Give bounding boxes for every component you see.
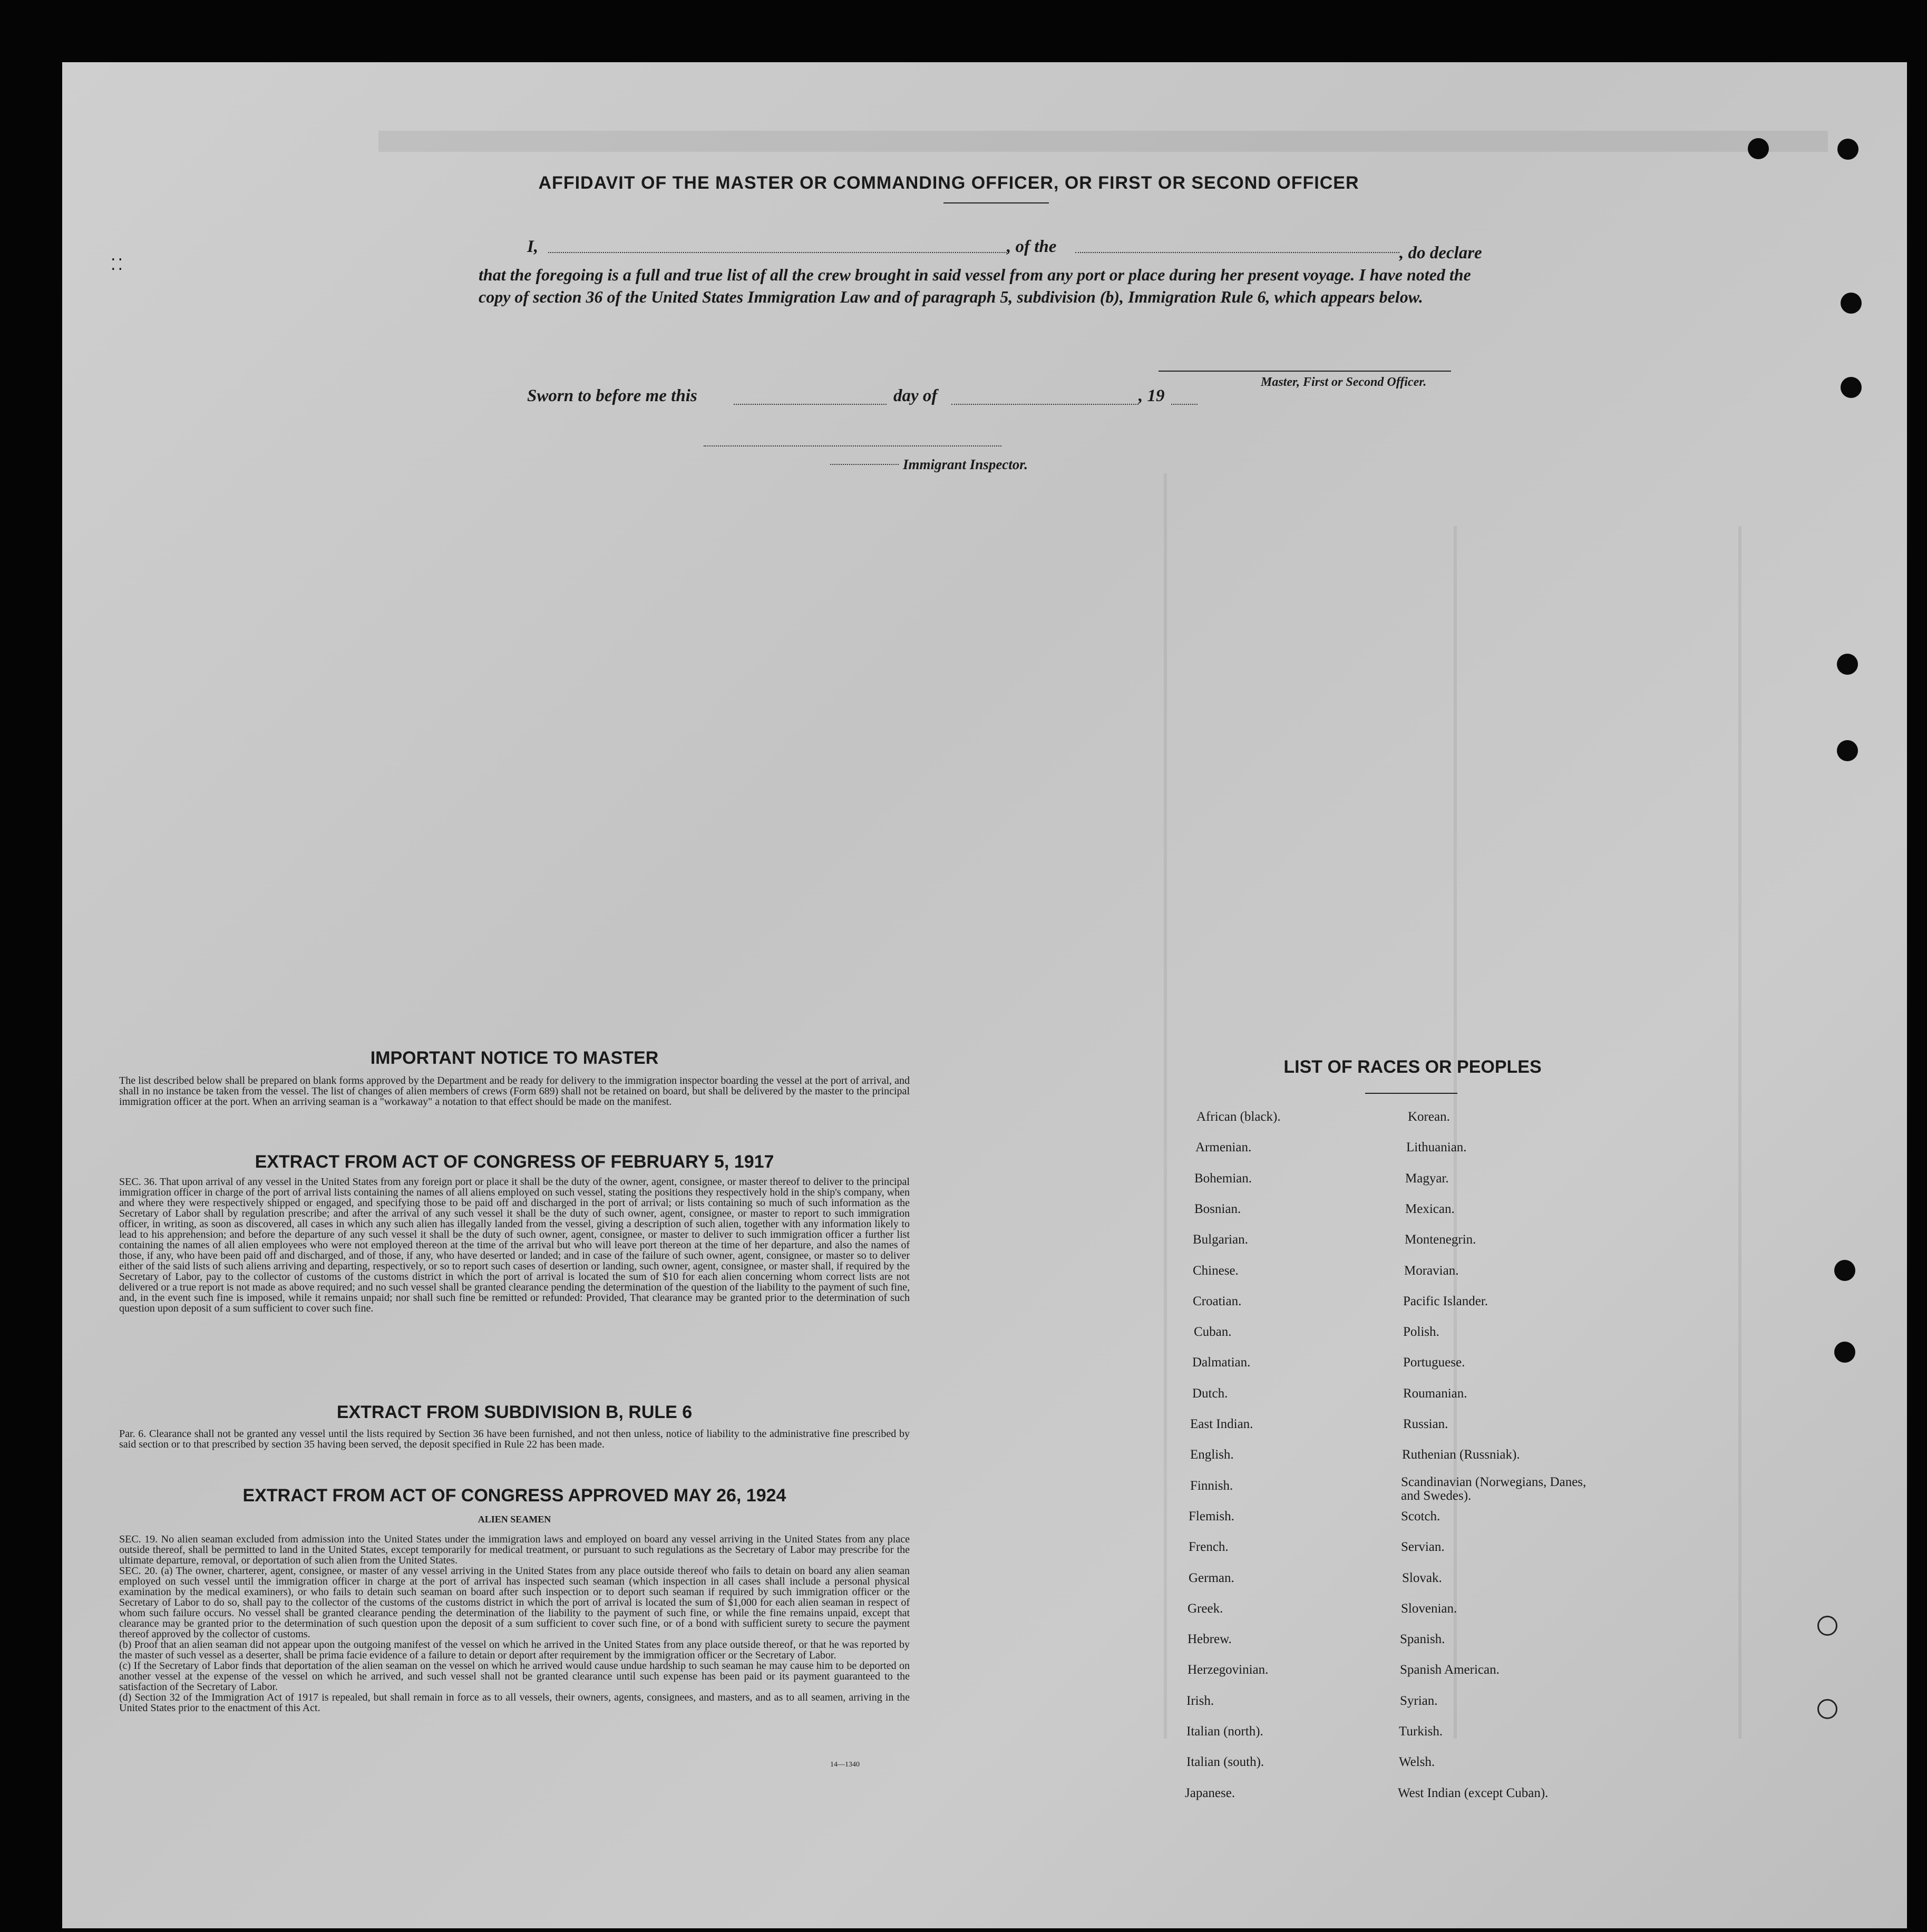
notice-text: The list described below shall be prepared on blank forms approved by the Department and be ready for delivery to the immigration inspector boarding the vessel at the port of arrival, and shall in no instance be taken from the vessel. The list of changes of alien members of crews (Form 689) shall not be retained on board, but shall be delivered by the master to the principal immigration officer at the port. When an arriving seaman is a "workaway" a notation to that effect should be made on the manifest. bbox=[119, 1075, 910, 1108]
extract-rule6-title: EXTRACT FROM SUBDIVISION B, RULE 6 bbox=[336, 1402, 693, 1422]
race-item: German. bbox=[1189, 1570, 1234, 1585]
race-item: English. bbox=[1190, 1448, 1234, 1462]
race-item: Roumanian. bbox=[1403, 1386, 1467, 1401]
bleed-through-band bbox=[378, 131, 1828, 152]
master-signature-label: Master, First or Second Officer. bbox=[1261, 375, 1427, 389]
affidavit-title: AFFIDAVIT OF THE MASTER OR COMMANDING OFFICER, OR FIRST OR SECOND OFFICER bbox=[538, 173, 1359, 193]
race-item: Cuban. bbox=[1194, 1325, 1232, 1339]
sec20b-paragraph: (b) Proof that an alien seaman did not appear upon the outgoing manifest of the vessel on which he arrived in the United States from any place outside thereof, or that he was reported by the master of such vessel as a deserter, shall be prima facie evidence of a failure to detain or deport after requirement by the immigration officer or the Secretary of Labor. bbox=[119, 1639, 910, 1661]
race-item: Turkish. bbox=[1399, 1724, 1443, 1739]
extract-1917-text: SEC. 36. That upon arrival of any vessel in the United States from any foreign port or place it shall be the duty of the owner, agent, consignee, or master thereof to deliver to the principal immigration officer in charge of the port of arrival lists containing the names of all aliens employed on such vessel, stating the positions they respectively hold in the ship's company, when and where they were respectively shipped or engaged, and specifying those to be paid off and discharged in the port of arrival; or lists containing so much of such information as the Secretary of Labor shall by regulation prescribe; and after the arrival of any such vessel it shall be the duty of such owner, agent, consignee, or master to report to such immigration officer, in writing, as soon as discovered, all cases in which any such alien has illegally landed from the vessel, giving a description of such alien, together with any information likely to lead to his apprehension; and before the departure of any such vessel it shall be the duty of such owner, agent, consignee, or master to deliver to such immigration officer a further list containing the names of all alien employees who were not employed thereon at the time of the arrival but who will leave port thereon at the time of her departure, and also the names of those, if any, who have been paid off and discharged, and of those, if any, who have deserted or landed; and in case of the failure of such owner, agent, consignee, or master so to deliver either of the said lists of such aliens arriving and departing, respectively, or so to report such cases of desertion or landing, such owner, agent, consignee, or master shall, if required by the Secretary of Labor, pay to the collector of customs of the customs district in which the port of arrival is located the sum of $10 for each alien concerning whom correct lists are not delivered or a true report is not made as above required; and no such vessel shall be granted clearance pending the determination of the question of the liability to the payment of such fine, and, in the event such fine is imposed, while it remains unpaid; nor shall such fine be remitted or refunded: Provided, That clearance may be granted prior to the determination of such question upon deposit of a sum sufficient to cover such fine. bbox=[119, 1176, 910, 1314]
race-item: Ruthenian (Russniak). bbox=[1402, 1448, 1520, 1462]
race-item: Spanish. bbox=[1400, 1632, 1445, 1647]
race-item: Slovenian. bbox=[1401, 1601, 1457, 1616]
month-blank bbox=[951, 404, 1138, 405]
race-item: French. bbox=[1189, 1540, 1229, 1555]
race-item: Spanish American. bbox=[1400, 1663, 1500, 1677]
binder-hole-open bbox=[1817, 1699, 1837, 1719]
race-item: African (black). bbox=[1196, 1110, 1281, 1124]
race-item: Welsh. bbox=[1399, 1755, 1435, 1770]
race-item: Irish. bbox=[1186, 1693, 1214, 1708]
binder-hole-open bbox=[1817, 1616, 1837, 1636]
year-label: , 19 bbox=[1138, 386, 1165, 405]
extract-1924-text bbox=[119, 1534, 910, 1713]
race-item: Servian. bbox=[1401, 1540, 1445, 1555]
race-item: Bulgarian. bbox=[1193, 1232, 1248, 1247]
race-item: Scandinavian (Norwegians, Danes, and Swedes). bbox=[1401, 1474, 1587, 1503]
name-blank bbox=[548, 252, 1007, 253]
sec19-paragraph: SEC. 19. No alien seaman excluded from admission into the United States under the immigration laws and employed on board any vessel arriving in the United States from any place outside thereof, shall be permitted to land in the United States, except temporarily for medical treatment, or pursuant to such regulations as the Secretary of Labor may prescribe for the ultimate departure, removal, or deportation of such alien from the United States. bbox=[119, 1533, 910, 1566]
year-blank bbox=[1171, 404, 1198, 405]
race-item: Portuguese. bbox=[1403, 1355, 1465, 1370]
notice-title: IMPORTANT NOTICE TO MASTER bbox=[370, 1048, 659, 1068]
binder-hole bbox=[1837, 740, 1858, 761]
binder-hole bbox=[1841, 377, 1862, 398]
binder-hole bbox=[1748, 138, 1769, 159]
race-item: Finnish. bbox=[1190, 1478, 1233, 1493]
of-the-label: , of the bbox=[1007, 237, 1057, 256]
race-item: Armenian. bbox=[1195, 1140, 1252, 1155]
race-item: Greek. bbox=[1188, 1601, 1223, 1616]
bleed-through-column bbox=[1454, 526, 1457, 1739]
margin-marks: ⁚⁚ bbox=[111, 256, 125, 274]
bleed-through-column bbox=[1738, 526, 1741, 1739]
race-item: Croatian. bbox=[1193, 1294, 1242, 1308]
race-item: Russian. bbox=[1403, 1417, 1448, 1431]
alien-seamen-subtitle: ALIEN SEAMEN bbox=[478, 1514, 551, 1525]
binder-hole bbox=[1834, 1342, 1855, 1363]
title-underline bbox=[943, 202, 1049, 203]
day-blank bbox=[734, 404, 887, 405]
race-item: Korean. bbox=[1408, 1110, 1450, 1124]
do-declare-label: , do declare bbox=[1399, 244, 1482, 263]
sec20c-paragraph: (c) If the Secretary of Labor finds that deportation of the alien seaman on the vessel on which he arrived would cause undue hardship to such seaman he may cause him to be deported on another vessel at the expense of the vessel on which he arrived, and such vessel shall not be granted clearance until such expense has been paid or its payment guaranteed to the satisfaction of the Secretary of Labor. bbox=[119, 1660, 910, 1693]
race-item: Pacific Islander. bbox=[1403, 1294, 1488, 1308]
race-item: West Indian (except Cuban). bbox=[1398, 1785, 1549, 1800]
extract-1924-title: EXTRACT FROM ACT OF CONGRESS APPROVED MAY 26, 1924 bbox=[242, 1486, 786, 1506]
binder-hole bbox=[1837, 139, 1858, 160]
extract-rule6-text: Par. 6. Clearance shall not be granted any vessel until the lists required by Section 36 have been furnished, and not then unless, notice of liability to the administrative fine prescribed by said section or to that prescribed by section 35 having been served, the deposit specified in Rule 22 has been made. bbox=[119, 1428, 910, 1450]
races-title: LIST OF RACES OR PEOPLES bbox=[1283, 1057, 1542, 1077]
race-item: Dutch. bbox=[1192, 1386, 1228, 1401]
vessel-blank bbox=[1075, 252, 1399, 253]
race-item: Herzegovinian. bbox=[1188, 1663, 1269, 1677]
race-item: Montenegrin. bbox=[1405, 1232, 1476, 1247]
affidavit-paragraph: that the foregoing is a full and true list of all the crew brought in said vessel from any port or place during her present voyage. I have noted the copy of section 36 of the United States Immigration Law and of paragraph 5, subdivision (b), Immigration Rule 6, which appears below. bbox=[479, 265, 1471, 306]
inspector-signature-line-2 bbox=[830, 464, 899, 465]
race-item: Polish. bbox=[1403, 1325, 1439, 1339]
race-item: Moravian. bbox=[1404, 1263, 1459, 1278]
race-item: Slovak. bbox=[1402, 1570, 1442, 1585]
form-code: 14—1340 bbox=[830, 1761, 860, 1769]
i-label: I, bbox=[527, 237, 539, 256]
races-title-underline bbox=[1365, 1093, 1457, 1094]
race-item: Syrian. bbox=[1400, 1693, 1438, 1708]
race-item: Scotch. bbox=[1401, 1509, 1441, 1523]
race-item: Lithuanian. bbox=[1406, 1140, 1467, 1155]
binder-hole bbox=[1837, 654, 1858, 675]
race-item: Italian (north). bbox=[1186, 1724, 1263, 1739]
race-item: Flemish. bbox=[1189, 1509, 1234, 1523]
race-item: Bohemian. bbox=[1194, 1171, 1252, 1186]
binder-hole bbox=[1834, 1260, 1855, 1281]
race-item: Italian (south). bbox=[1186, 1755, 1264, 1770]
inspector-label: Immigrant Inspector. bbox=[903, 457, 1028, 472]
race-item: Chinese. bbox=[1193, 1263, 1239, 1278]
race-item: Magyar. bbox=[1405, 1171, 1449, 1186]
race-item: Bosnian. bbox=[1194, 1201, 1241, 1216]
binder-hole bbox=[1841, 293, 1862, 314]
race-item: East Indian. bbox=[1190, 1417, 1253, 1431]
race-item: Dalmatian. bbox=[1192, 1355, 1251, 1370]
extract-1917-title: EXTRACT FROM ACT OF CONGRESS OF FEBRUARY 5, 1917 bbox=[255, 1152, 774, 1172]
sec20d-paragraph: (d) Section 32 of the Immigration Act of 1917 is repealed, but shall remain in force as to all vessels, their owners, agents, consignees, and masters, and as to all seamen, arriving in the United States prior to the enactment of this Act. bbox=[119, 1692, 910, 1714]
race-item: Hebrew. bbox=[1188, 1632, 1232, 1647]
inspector-signature-line bbox=[704, 445, 1001, 446]
bleed-through-column bbox=[1164, 473, 1167, 1739]
day-of-label: day of bbox=[893, 386, 938, 405]
master-signature-line bbox=[1159, 371, 1451, 372]
sworn-label: Sworn to before me this bbox=[527, 386, 697, 405]
race-item: Japanese. bbox=[1185, 1785, 1235, 1800]
sec20a-paragraph: SEC. 20. (a) The owner, charterer, agent, consignee, or master of any vessel arriving in the United States from any place outside thereof who fails to detain on board any alien seaman employed on such vessel until the immigration officer in charge at the port of arrival has inspected such seaman (which inspection in all cases shall include a personal physical examination by the medical examiners), or who fails to detain such seaman on board after such inspection or to deport such seaman if required by such immigration officer or the Secretary of Labor to do so, shall pay to the collector of the customs of the customs district in which the port of arrival is located the sum of $1,000 for each alien seaman in respect of whom such failure occurs. No vessel shall be granted clearance pending the determination of the liability to the payment of such fine, or while the fine remains unpaid, except that clearance may be granted prior to the determination of such question upon the deposit of a sum sufficient to cover such fine, or of a bond with sufficient surety to secure the payment thereof approved by the collector of customs. bbox=[119, 1565, 910, 1640]
race-item: Mexican. bbox=[1405, 1201, 1455, 1216]
